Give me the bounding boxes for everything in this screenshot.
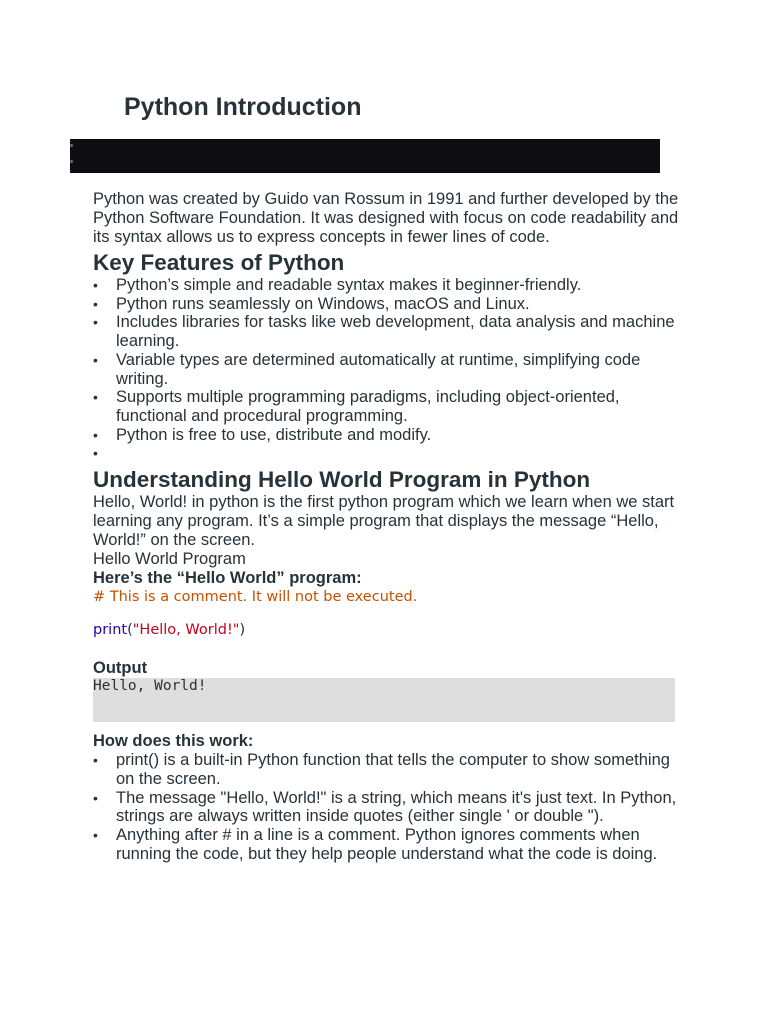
bullet-dot (70, 144, 73, 147)
list-item: • The message "Hello, World!" is a string, which means it's just text. In Python, strings are always written inside quotes (either single ' or double "). (93, 789, 683, 826)
program-intro: Here’s the “Hello World” program: (93, 569, 362, 588)
list-item: • Variable types are determined automatically at runtime, simplifying code writing. (93, 351, 683, 388)
output-text: Hello, World! (93, 678, 207, 695)
code-line-print (93, 622, 683, 639)
hello-world-paragraph: Hello, World! in python is the first python program which we learn when we start learning any program. It’s a simple program that displays the message “Hello, World!” on the screen. (93, 493, 675, 550)
features-heading: Key Features of Python (93, 250, 345, 275)
output-label: Output (93, 659, 148, 678)
list-item: • Anything after # in a line is a comment. Python ignores comments when running the code, but they help people understand what the code is doing. (93, 826, 683, 863)
how-list (93, 751, 683, 863)
code-close-paren: ) (239, 622, 246, 639)
code-string: "Hello, World!" (132, 622, 240, 639)
hello-world-heading: Understanding Hello World Program in Python (93, 467, 591, 493)
code-block (93, 589, 683, 639)
list-item: • Python’s simple and readable syntax makes it beginner-friendly. (93, 276, 683, 295)
article-content (93, 190, 683, 864)
code-line-comment (93, 589, 683, 606)
hello-world-subheading: Hello World Program (93, 550, 246, 569)
page-title: Python Introduction (124, 93, 362, 121)
output-box (93, 678, 675, 722)
list-item: • Python runs seamlessly on Windows, macOS and Linux. (93, 295, 683, 314)
list-item: • Supports multiple programming paradigms, including object-oriented, functional and procedural programming. (93, 388, 683, 425)
list-item: • print() is a built-in Python function that tells the computer to show something on the screen. (93, 751, 683, 788)
intro-paragraph: Python was created by Guido van Rossum in 1991 and further developed by the Python Software Foundation. It was designed with focus on code readability and its syntax allows us to express concepts in fewer lines of code. (93, 190, 679, 246)
code-comment: # This is a comment. It will not be executed. (93, 589, 418, 606)
code-open-paren: ( (127, 622, 133, 639)
how-heading: How does this work: (93, 732, 254, 751)
bullet-dot (70, 160, 73, 163)
features-list (93, 276, 683, 463)
code-blank-line (93, 606, 683, 622)
list-item: • Python is free to use, distribute and modify. (93, 426, 683, 445)
list-item: • Includes libraries for tasks like web development, data analysis and machine learning. (93, 313, 683, 350)
dark-banner (70, 139, 660, 173)
list-item (93, 444, 683, 463)
code-function: print (93, 622, 128, 639)
